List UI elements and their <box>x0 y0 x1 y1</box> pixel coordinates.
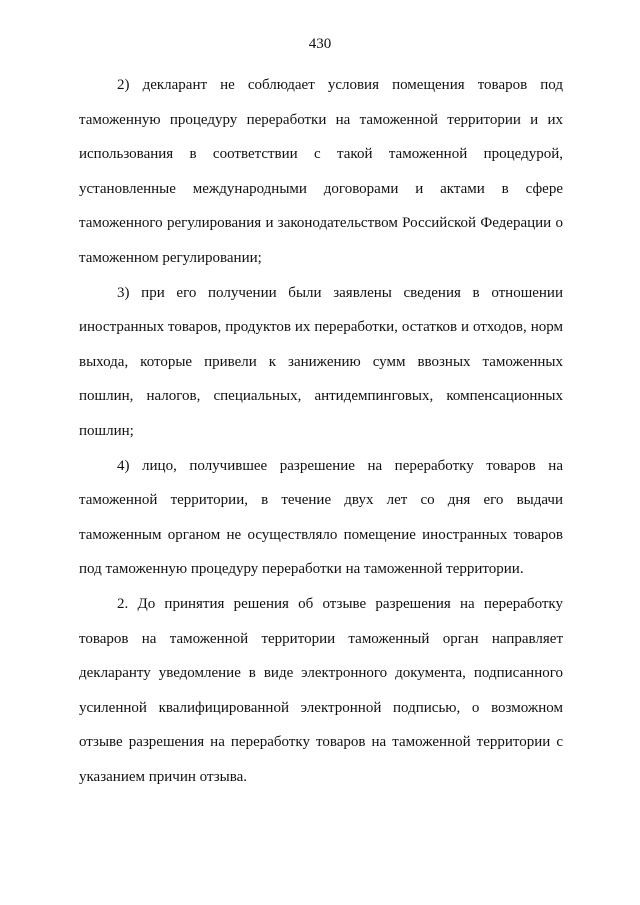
paragraph-part-2: 2. До принятия решения об отзыве разрешения на переработку товаров на таможенной территории таможенный орган направляет декларанту уведомление в виде электронного документа, подписанного усиленной квалифицированной электронной подписью, о возможном отзыве разрешения на переработку товаров на таможенной территории с указанием причин отзыва. <box>79 595 563 785</box>
paragraph-item-3: 3) при его получении были заявлены сведения в отношении иностранных товаров, продуктов их переработки, остатков и отходов, норм выхода, которые привели к занижению сумм ввозных таможенных пошлин, налогов, специальных, антидемпинговых, компенсационных пошлин; <box>79 284 563 439</box>
paragraph-item-4: 4) лицо, получившее разрешение на переработку товаров на таможенной территории, в течение двух лет со дня его выдачи таможенным органом не осуществляло помещение иностранных товаров под таможенную процедуру переработки на таможенной территории. <box>79 457 563 578</box>
page-number: 430 <box>308 36 332 52</box>
document-body <box>79 68 563 794</box>
paragraph-item-2: 2) декларант не соблюдает условия помещения товаров под таможенную процедуру переработки на таможенной территории и их использования в соответствии с такой таможенной процедурой, установленные международными договорами и актами в сфере таможенного регулирования и законодательством Российской Федерации о таможенном регулировании; <box>79 77 563 266</box>
